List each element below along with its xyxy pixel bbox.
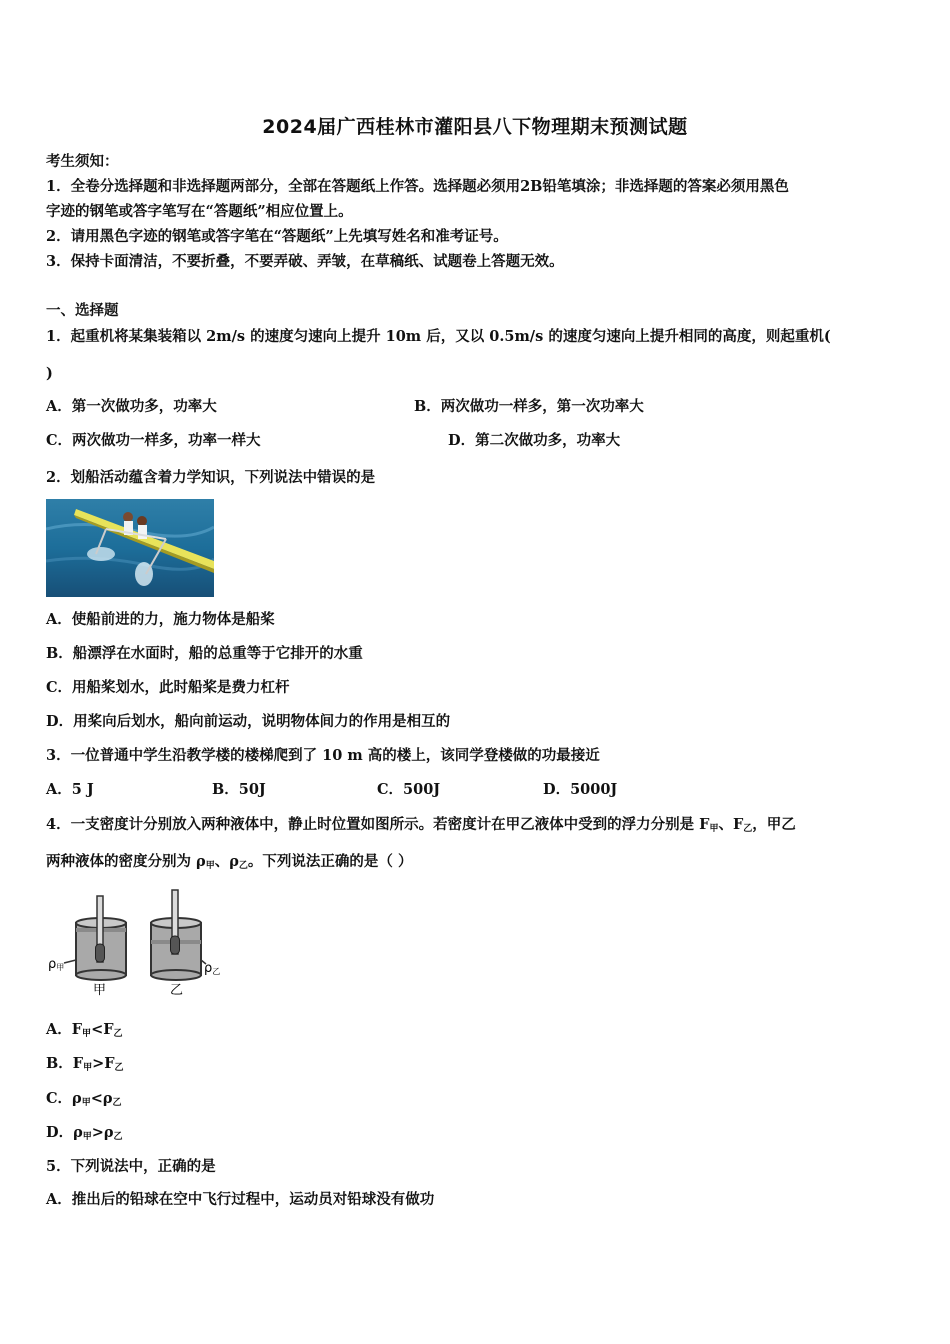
beaker-yi bbox=[151, 890, 206, 980]
q4-stem-line2 bbox=[46, 852, 412, 876]
q4-stem-text: 4．一支密度计分别放入两种液体中，静止时位置如图所示。若密度计在甲乙液体中受到的浮力分别是 F bbox=[46, 816, 710, 833]
subscript-yi: 乙 bbox=[114, 1063, 124, 1073]
notice-item-3: 3．保持卡面清洁，不要折叠，不要弄破、弄皱，在草稿纸、试题卷上答题无效。 bbox=[46, 253, 564, 270]
q3-option-b: B．50J bbox=[212, 781, 266, 798]
label-rho-jia: ρ甲 bbox=[48, 957, 65, 972]
q1-option-d: D．第二次做功多，功率大 bbox=[448, 432, 621, 449]
notice-heading: 考生须知： bbox=[46, 153, 119, 170]
label-yi: 乙 bbox=[170, 983, 184, 998]
q5-option-a: A．推出后的铅球在空中飞行过程中，运动员对铅球没有做功 bbox=[46, 1191, 435, 1208]
section-heading: 一、选择题 bbox=[46, 302, 119, 319]
rowing-boat-image bbox=[46, 499, 214, 597]
page-title: 2024届广西桂林市灌阳县八下物理期末预测试题 bbox=[262, 116, 688, 138]
q1-stem: 1．起重机将某集装箱以 2m/s 的速度匀速向上提升 10m 后，又以 0.5m/s 的速度匀速向上提升相同的高度，则起重机( bbox=[46, 328, 831, 345]
subscript-yi: 乙 bbox=[113, 1029, 123, 1039]
q2-option-a: A．使船前进的力，施力物体是船桨 bbox=[46, 611, 275, 628]
q3-stem: 3．一位普通中学生沿教学楼的楼梯爬到了 10 m 高的楼上，该同学登楼做的功最接近 bbox=[46, 747, 600, 764]
q4-stem-text: ，甲乙 bbox=[752, 816, 796, 833]
q2-option-d: D．用桨向后划水，船向前运动，说明物体间力的作用是相互的 bbox=[46, 713, 451, 730]
option-text: A．F bbox=[46, 1021, 83, 1038]
subscript-jia: 甲 bbox=[82, 1029, 92, 1039]
q4-option-b bbox=[46, 1054, 124, 1078]
q4-stem-text: 。下列说法正确的是（ ） bbox=[247, 853, 413, 870]
option-text: <F bbox=[91, 1021, 114, 1038]
q3-option-d: D．5000J bbox=[543, 781, 618, 798]
subscript-jia: 甲 bbox=[81, 1098, 91, 1108]
notice-item-1-cont: 字迹的钢笔或答字笔写在“答题纸”相应位置上。 bbox=[46, 203, 353, 220]
q2-option-c: C．用船桨划水，此时船桨是费力杠杆 bbox=[46, 679, 290, 696]
notice-item-1: 1．全卷分选择题和非选择题两部分，全部在答题纸上作答。选择题必须用2B铅笔填涂；非选择题的答案必须用黑色 bbox=[46, 178, 789, 195]
subscript-yi: 乙 bbox=[112, 1098, 122, 1108]
q4-stem-text: 、ρ bbox=[214, 853, 239, 870]
q4-option-a bbox=[46, 1020, 123, 1044]
subscript-jia: 甲 bbox=[205, 861, 215, 871]
subscript-jia: 甲 bbox=[709, 824, 719, 834]
q4-stem-text: 、F bbox=[718, 816, 744, 833]
option-text: C．ρ bbox=[46, 1090, 82, 1107]
q3-option-c: C．500J bbox=[377, 781, 441, 798]
beaker-jia bbox=[64, 896, 126, 980]
q5-stem: 5．下列说法中，正确的是 bbox=[46, 1158, 216, 1175]
q1-stem-end: ) bbox=[46, 365, 53, 382]
label-jia: 甲 bbox=[93, 983, 107, 998]
q4-option-c bbox=[46, 1089, 122, 1113]
option-text: B．F bbox=[46, 1055, 84, 1072]
q1-option-c: C．两次做功一样多，功率一样大 bbox=[46, 432, 261, 449]
hydrometer-figure bbox=[46, 888, 226, 1000]
notice-item-2: 2．请用黑色字迹的钢笔或答字笔在“答题纸”上先填写姓名和准考证号。 bbox=[46, 228, 508, 245]
q1-option-a: A．第一次做功多，功率大 bbox=[46, 398, 217, 415]
label-rho-yi: ρ乙 bbox=[204, 961, 221, 976]
subscript-jia: 甲 bbox=[83, 1063, 93, 1073]
option-text: >F bbox=[92, 1055, 115, 1072]
q4-stem-line1 bbox=[46, 815, 796, 839]
q4-option-d bbox=[46, 1123, 123, 1147]
subscript-yi: 乙 bbox=[238, 861, 248, 871]
subscript-yi: 乙 bbox=[743, 824, 753, 834]
subscript-jia: 甲 bbox=[82, 1132, 92, 1142]
q2-stem: 2．划船活动蕴含着力学知识，下列说法中错误的是 bbox=[46, 469, 376, 486]
q4-stem-text: 两种液体的密度分别为 ρ bbox=[46, 853, 206, 870]
option-text: D．ρ bbox=[46, 1124, 83, 1141]
option-text: <ρ bbox=[90, 1090, 113, 1107]
option-text: >ρ bbox=[91, 1124, 114, 1141]
subscript-yi: 乙 bbox=[113, 1132, 123, 1142]
q1-option-b: B．两次做功一样多，第一次功率大 bbox=[414, 398, 644, 415]
q3-option-a: A．5 J bbox=[46, 781, 94, 798]
q2-option-b: B．船漂浮在水面时，船的总重等于它排开的水重 bbox=[46, 645, 363, 662]
